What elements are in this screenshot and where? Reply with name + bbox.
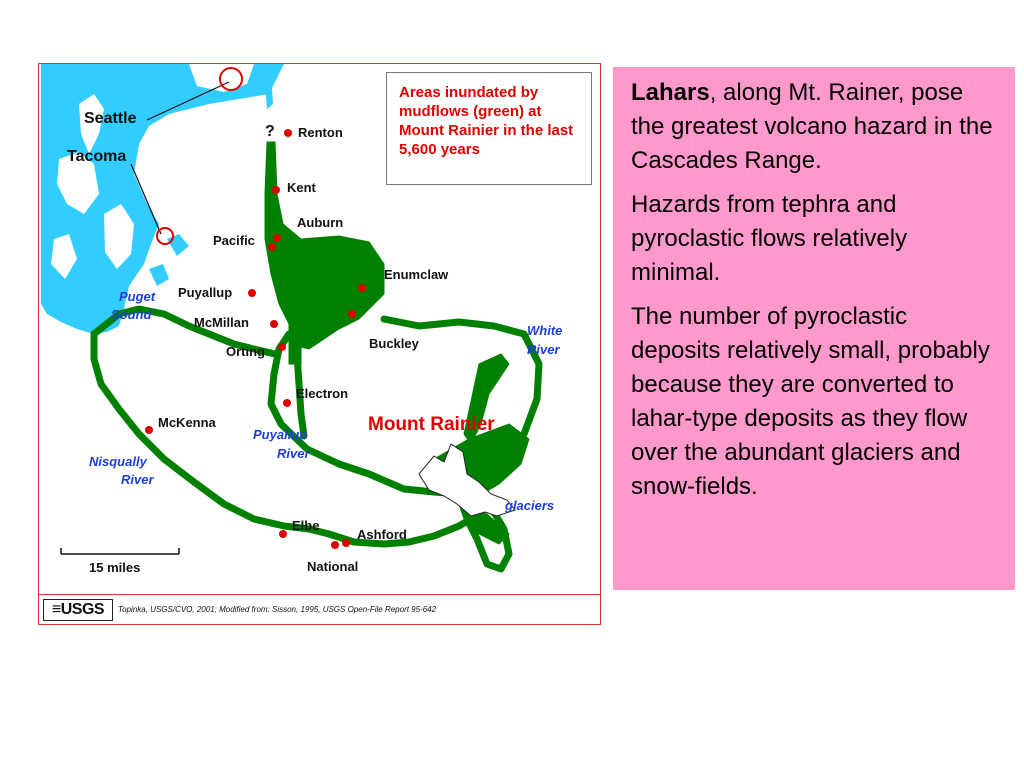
label-elbe: Elbe	[292, 518, 320, 533]
label-orting: Orting	[226, 344, 265, 359]
label-nisqually-2: River	[121, 472, 154, 487]
label-mcmillan: McMillan	[194, 315, 249, 330]
legend-box: Areas inundated by mudflows (green) at Mount Rainier in the last 5,600 years	[386, 72, 592, 185]
label-tacoma: Tacoma	[67, 148, 127, 165]
text-panel	[613, 67, 1015, 590]
label-puget-2: Sound	[111, 307, 152, 322]
label-question: ?	[265, 123, 275, 140]
label-auburn: Auburn	[297, 215, 344, 230]
scale-label: 15 miles	[89, 560, 141, 575]
label-puyallup-river-1: Puyallup	[253, 427, 308, 442]
puget-sound-water	[41, 64, 284, 334]
paragraph-pyroclastic: The number of pyroclastic deposits relatively small, probably because they are converted to lahar-type deposits as they flow over the abundant glaciers and snow-fields.	[631, 303, 990, 500]
label-ashford: Ashford	[357, 527, 407, 542]
label-puget-1: Puget	[119, 289, 156, 304]
label-puyallup: Puyallup	[178, 285, 233, 300]
label-enumclaw: Enumclaw	[384, 267, 449, 282]
label-seattle: Seattle	[84, 110, 137, 127]
label-white-1: White	[527, 323, 563, 338]
map-credit: Topinka, USGS/CVO, 2001; Modified from: Sisson, 1995, USGS Open-File Report 95-642	[118, 605, 437, 614]
label-kent: Kent	[287, 180, 316, 195]
label-mckenna: McKenna	[158, 415, 216, 430]
label-white-2: River	[527, 342, 560, 357]
scale-bar	[61, 548, 179, 554]
label-pacific: Pacific	[213, 233, 255, 248]
label-national: National	[307, 559, 359, 574]
label-nisqually-1: Nisqually	[89, 454, 147, 469]
footer-divider	[39, 594, 600, 595]
lahars-term: Lahars	[631, 79, 710, 106]
label-electron: Electron	[296, 386, 349, 401]
lahars-text: , along Mt. Rainer, pose the greatest volcano hazard in the Cascades Range.	[631, 79, 993, 174]
paragraph-tephra: Hazards from tephra and pyroclastic flows relatively minimal.	[631, 191, 908, 286]
paragraph-lahars	[631, 76, 1001, 178]
label-buckley: Buckley	[369, 336, 419, 351]
label-puyallup-river-2: River	[277, 446, 310, 461]
label-renton: Renton	[298, 125, 343, 140]
usgs-logo: ≡USGS	[43, 599, 113, 621]
town-markers	[145, 129, 366, 549]
mount-rainier-label: Mount Rainier	[368, 414, 495, 435]
label-glaciers: glaciers	[505, 498, 555, 513]
lahar-map	[38, 63, 601, 625]
